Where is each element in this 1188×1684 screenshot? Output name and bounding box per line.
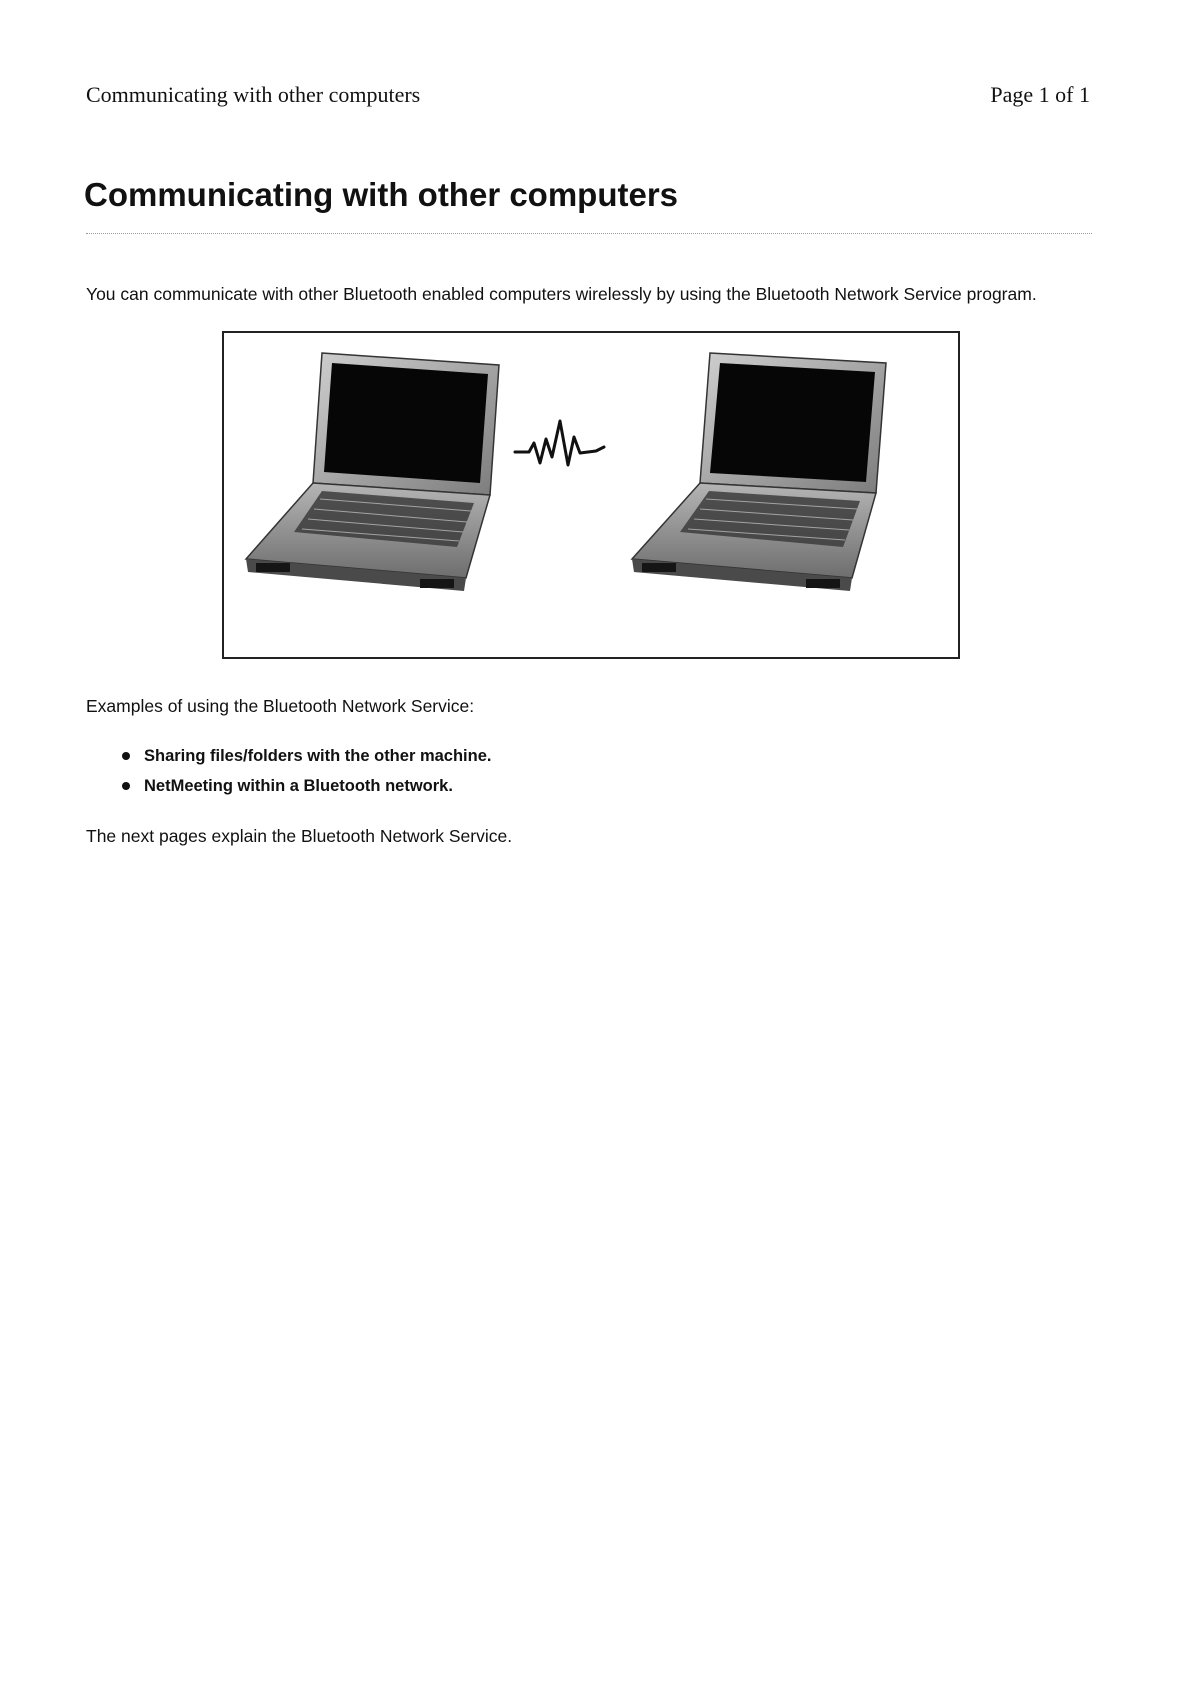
page-title: Communicating with other computers (84, 176, 679, 213)
page-indicator: Page 1 of 1 (990, 82, 1090, 107)
running-title: Communicating with other computers (86, 82, 421, 107)
wireless-signal-icon (515, 421, 604, 465)
title-divider (86, 233, 1092, 234)
examples-heading: Examples of using the Bluetooth Network Service: (86, 696, 475, 716)
list-item (120, 741, 491, 771)
running-header (86, 82, 1090, 116)
laptop-icon (246, 353, 499, 591)
intro-paragraph: You can communicate with other Bluetooth enabled computers wirelessly by using the Bluetooth Network Service program. (86, 284, 1037, 304)
laptop-icon (632, 353, 886, 591)
illustration-canvas (224, 333, 958, 657)
bullet-icon (122, 752, 130, 760)
list-item-text: NetMeeting within a Bluetooth network. (144, 777, 453, 795)
examples-list (120, 741, 491, 801)
bluetooth-illustration (222, 331, 960, 659)
closing-paragraph: The next pages explain the Bluetooth Network Service. (86, 826, 513, 846)
bullet-icon (122, 782, 130, 790)
list-item-text: Sharing files/folders with the other machine. (144, 747, 492, 765)
list-item (120, 771, 491, 801)
